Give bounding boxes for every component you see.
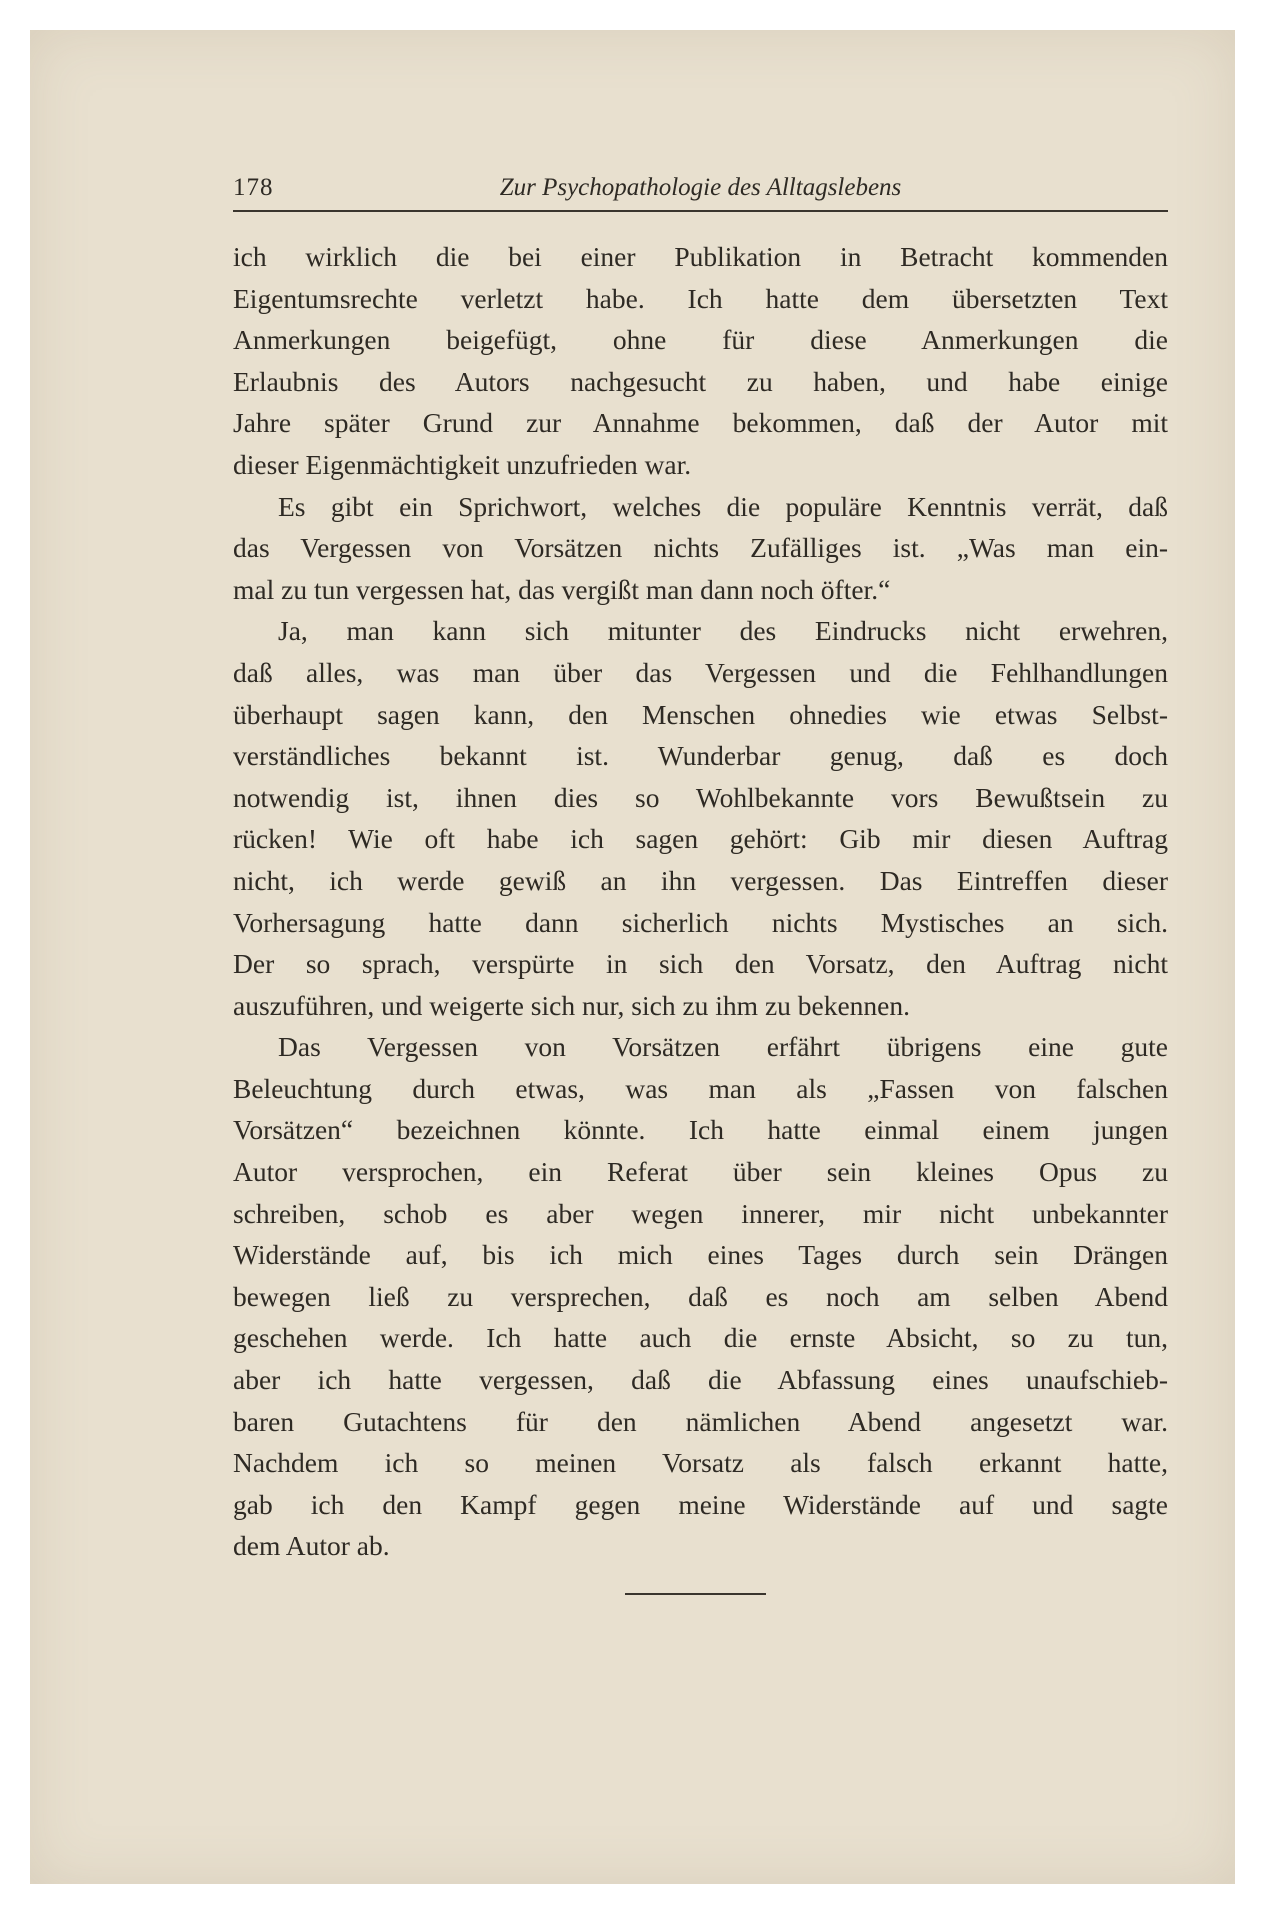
text-line: Jahre später Grund zur Annahme bekommen, daß der Autor mit — [233, 407, 1168, 439]
text-line: ich wirklich die bei einer Publikation in Betracht kommenden — [233, 241, 1168, 272]
text-line: verständliches bekannt ist. Wunderbar genug, daß es doch — [233, 740, 1168, 772]
text-line: Nachdem ich so meinen Vorsatz als falsch erkannt hatte, — [233, 1447, 1168, 1479]
text-line: daß alles, was man über das Vergessen und die Fehlhandlungen — [233, 656, 1168, 688]
text-line: Der so sprach, verspürte in sich den Vorsatz, den Auftrag nicht — [233, 948, 1168, 980]
text-line: auszuführen, und weigerte sich nur, sich zu ihm zu bekennen. — [233, 989, 911, 1021]
text-line: baren Gutachtens für den nämlichen Abend angesetzt war. — [233, 1405, 1168, 1437]
text-line: aber ich hatte vergessen, daß die Abfassung eines unaufschieb- — [233, 1364, 1168, 1396]
text-line: Beleuchtung durch etwas, was man als „Fassen von falschen — [233, 1072, 1168, 1104]
text-line: Widerstände auf, bis ich mich eines Tages durch sein Drängen — [233, 1239, 1168, 1271]
text-line: rücken! Wie oft habe ich sagen gehört: Gib mir diesen Auftrag — [233, 823, 1168, 855]
text-line: Ja, man kann sich mitunter des Eindrucks nicht erwehren, — [278, 615, 1168, 647]
text-line: notwendig ist, ihnen dies so Wohlbekannte vors Bewußtsein zu — [233, 781, 1168, 813]
body-text — [233, 236, 1168, 1567]
text-line: Autor versprochen, ein Referat über sein kleines Opus zu — [233, 1156, 1168, 1188]
running-header — [233, 170, 1168, 212]
text-line: überhaupt sagen kann, den Menschen ohnedies wie etwas Selbst- — [233, 698, 1168, 730]
paragraph — [233, 610, 1168, 1026]
text-line: schreiben, schob es aber wegen innerer, mir nicht unbekannter — [233, 1197, 1168, 1229]
text-line: dieser Eigenmächtigkeit unzufrieden war. — [233, 448, 692, 480]
page-number: 178 — [233, 174, 274, 201]
text-line: Vorhersagung hatte dann sicherlich nichts Mystisches an sich. — [233, 906, 1168, 938]
text-line: geschehen werde. Ich hatte auch die ernste Absicht, so zu tun, — [233, 1322, 1168, 1354]
text-line: gab ich den Kampf gegen meine Widerstände auf und sagte — [233, 1488, 1168, 1520]
text-line: dem Autor ab. — [233, 1530, 390, 1562]
text-line: das Vergessen von Vorsätzen nichts Zufälliges ist. „Was man ein- — [233, 532, 1168, 564]
text-line: Erlaubnis des Autors nachgesucht zu haben, und habe einige — [233, 365, 1168, 397]
paragraph — [233, 1026, 1168, 1567]
running-title: Zur Psychopathologie des Alltagslebens — [499, 174, 902, 201]
text-line: mal zu tun vergessen hat, das vergißt man dann noch öfter.“ — [233, 573, 891, 605]
text-line: Anmerkungen beigefügt, ohne für diese Anmerkungen die — [233, 324, 1168, 356]
paragraph — [233, 486, 1168, 611]
book-page — [233, 170, 1168, 1567]
text-line: Vorsätzen“ bezeichnen könnte. Ich hatte einmal einem jungen — [233, 1114, 1168, 1146]
paragraph — [233, 236, 1168, 486]
text-line: Eigentumsrechte verletzt habe. Ich hatte dem übersetzten Text — [233, 282, 1168, 314]
chapter-end-rule — [625, 1593, 766, 1595]
text-line: bewegen ließ zu versprechen, daß es noch am selben Abend — [233, 1280, 1168, 1312]
text-line: nicht, ich werde gewiß an ihn vergessen. Das Eintreffen dieser — [233, 864, 1168, 896]
text-line: Das Vergessen von Vorsätzen erfährt übrigens eine gute — [278, 1031, 1168, 1063]
text-line: Es gibt ein Sprichwort, welches die populäre Kenntnis verrät, daß — [278, 490, 1168, 522]
